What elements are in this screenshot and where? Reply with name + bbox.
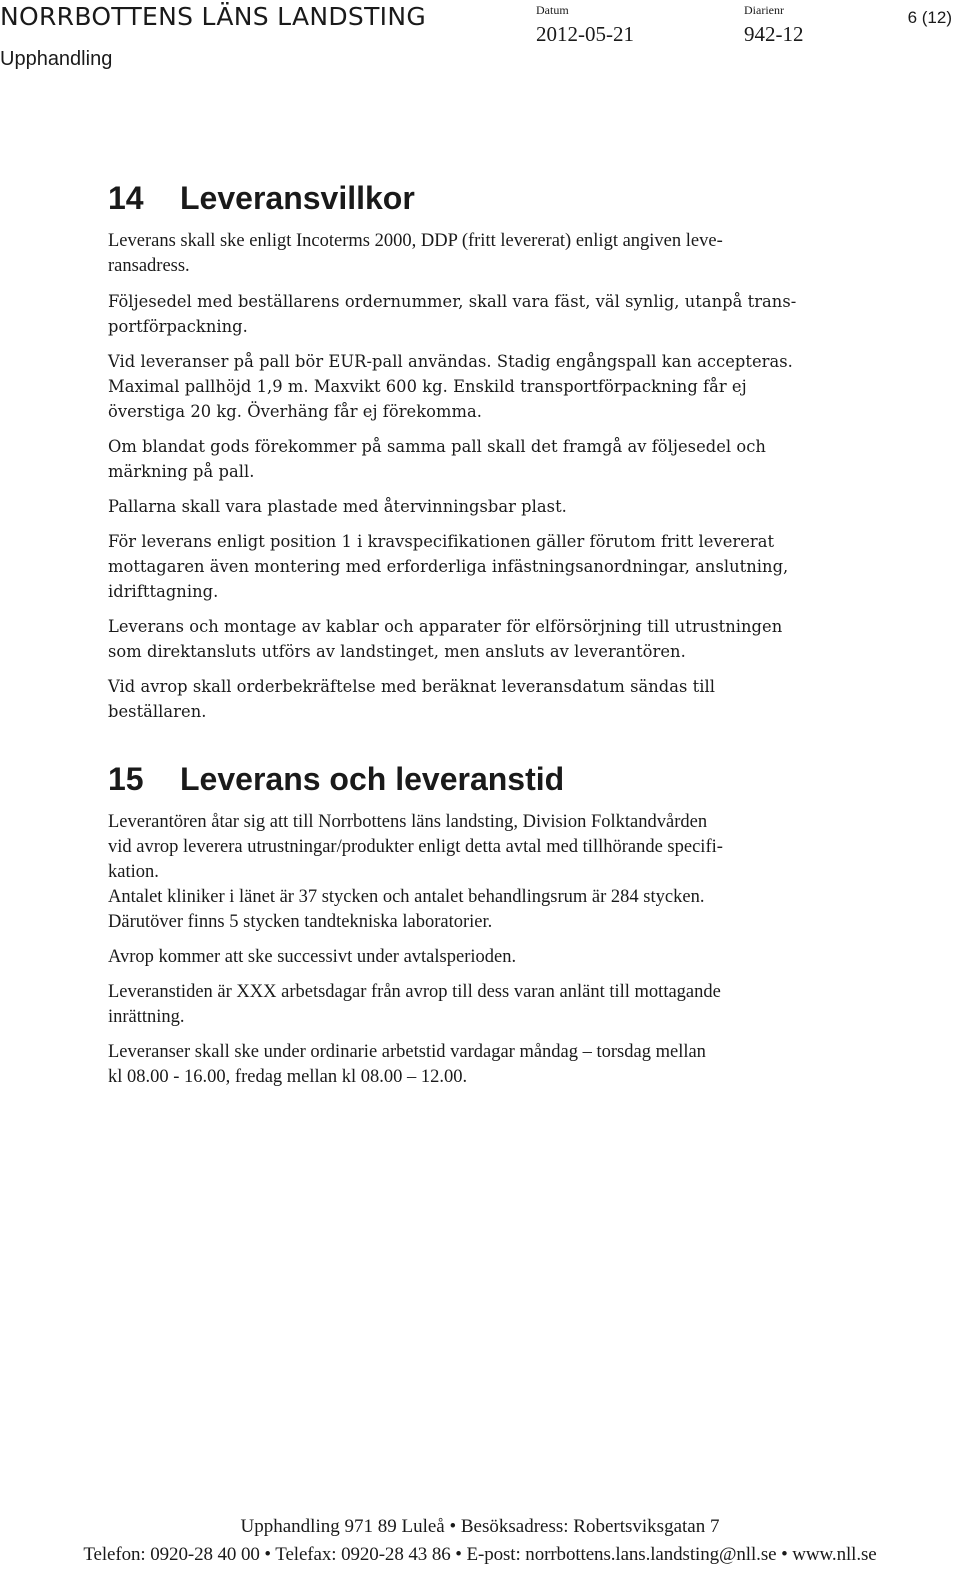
- organization-name: NORRBOTTENS LÄNS LANDSTING: [0, 2, 426, 31]
- text-line: ransadress.: [108, 256, 190, 276]
- text-line: Vid avrop skall orderbekräftelse med beräknat leveransdatum sändas till: [108, 677, 715, 696]
- text-line: Pallarna skall vara plastade med återvinningsbar plast.: [108, 497, 567, 516]
- text-line: Leverans skall ske enligt Incoterms 2000, DDP (fritt levererat) enligt angiven leve-: [108, 231, 723, 251]
- text-line: vid avrop leverera utrustningar/produkter enligt detta avtal med tillhörande specifi-: [108, 837, 723, 857]
- date-label: Datum: [536, 3, 569, 17]
- diarienr-value: 942-12: [744, 22, 804, 46]
- paragraph-arbetstid: [108, 1040, 848, 1090]
- paragraph-foljesedel: [108, 289, 848, 339]
- paragraph-orderbekraftelse: [108, 674, 848, 724]
- paragraph-incoterms: [108, 229, 848, 279]
- paragraph-kablar: [108, 614, 848, 664]
- text-line: som direktansluts utförs av landstinget, men ansluts av leverantören.: [108, 642, 686, 661]
- text-line: Leverans och montage av kablar och apparater för elförsörjning till utrustningen: [108, 617, 783, 636]
- diarienr-label: Diarienr: [744, 3, 784, 17]
- text-line: Om blandat gods förekommer på samma pall skall det framgå av följesedel och: [108, 437, 766, 456]
- text-line: Antalet kliniker i länet är 37 stycken och antalet behandlingsrum är 284 stycken.: [108, 887, 705, 907]
- page-number: 6 (12): [907, 8, 952, 27]
- text-line: beställaren.: [108, 702, 207, 721]
- section-heading-14: [108, 177, 848, 219]
- section-number: 15: [108, 761, 144, 797]
- document-body: [108, 177, 848, 1100]
- text-line: För leverans enligt position 1 i kravspecifikationen gäller förutom fritt levererat: [108, 532, 775, 551]
- paragraph-blandat-gods: [108, 434, 848, 484]
- section-heading-15: [108, 758, 848, 800]
- text-line: inrättning.: [108, 1007, 185, 1027]
- text-line: portförpackning.: [108, 317, 248, 336]
- text-line: mottagaren även montering med erforderliga infästningsanordningar, anslutning,: [108, 557, 789, 576]
- section-title: Leverans och leveranstid: [180, 761, 565, 797]
- text-line: kl 08.00 - 16.00, fredag mellan kl 08.00 – 12.00.: [108, 1067, 468, 1087]
- text-line: Därutöver finns 5 stycken tandtekniska laboratorier.: [108, 912, 493, 932]
- text-line: Avrop kommer att ske successivt under avtalsperioden.: [108, 947, 517, 967]
- date-value: 2012-05-21: [536, 22, 634, 46]
- paragraph-leverantor-atar: [108, 810, 848, 935]
- text-line: Maximal pallhöjd 1,9 m. Maxvikt 600 kg. Enskild transportförpackning får ej: [108, 377, 747, 396]
- text-line: idrifttagning.: [108, 582, 219, 601]
- paragraph-pall: [108, 349, 848, 424]
- text-line: Leveranstiden är XXX arbetsdagar från avrop till dess varan anlänt till mottagande: [108, 982, 721, 1002]
- text-line: Leveranser skall ske under ordinarie arbetstid vardagar måndag – torsdag mellan: [108, 1042, 706, 1062]
- paragraph-avrop: [108, 945, 848, 970]
- footer-contact: Telefon: 0920-28 40 00 • Telefax: 0920-28 43 86 • E-post: norrbottens.lans.landsting@nll.se • www.nll.se: [83, 1544, 877, 1565]
- section-title: Leveransvillkor: [180, 180, 415, 216]
- text-line: Följesedel med beställarens ordernummer, skall vara fäst, väl synlig, utanpå trans-: [108, 292, 797, 311]
- paragraph-plast: [108, 494, 848, 519]
- department-name: Upphandling: [0, 48, 113, 70]
- section-number: 14: [108, 180, 144, 216]
- text-line: överstiga 20 kg. Överhäng får ej förekomma.: [108, 402, 482, 421]
- text-line: kation.: [108, 862, 159, 882]
- paragraph-leveranstid: [108, 980, 848, 1030]
- paragraph-montering: [108, 529, 848, 604]
- text-line: Vid leveranser på pall bör EUR-pall användas. Stadig engångspall kan accepteras.: [108, 352, 793, 371]
- text-line: Leverantören åtar sig att till Norrbottens läns landsting, Division Folktandvården: [108, 812, 708, 832]
- footer-address: Upphandling 971 89 Luleå • Besöksadress: Robertsviksgatan 7: [240, 1516, 720, 1537]
- text-line: märkning på pall.: [108, 462, 255, 481]
